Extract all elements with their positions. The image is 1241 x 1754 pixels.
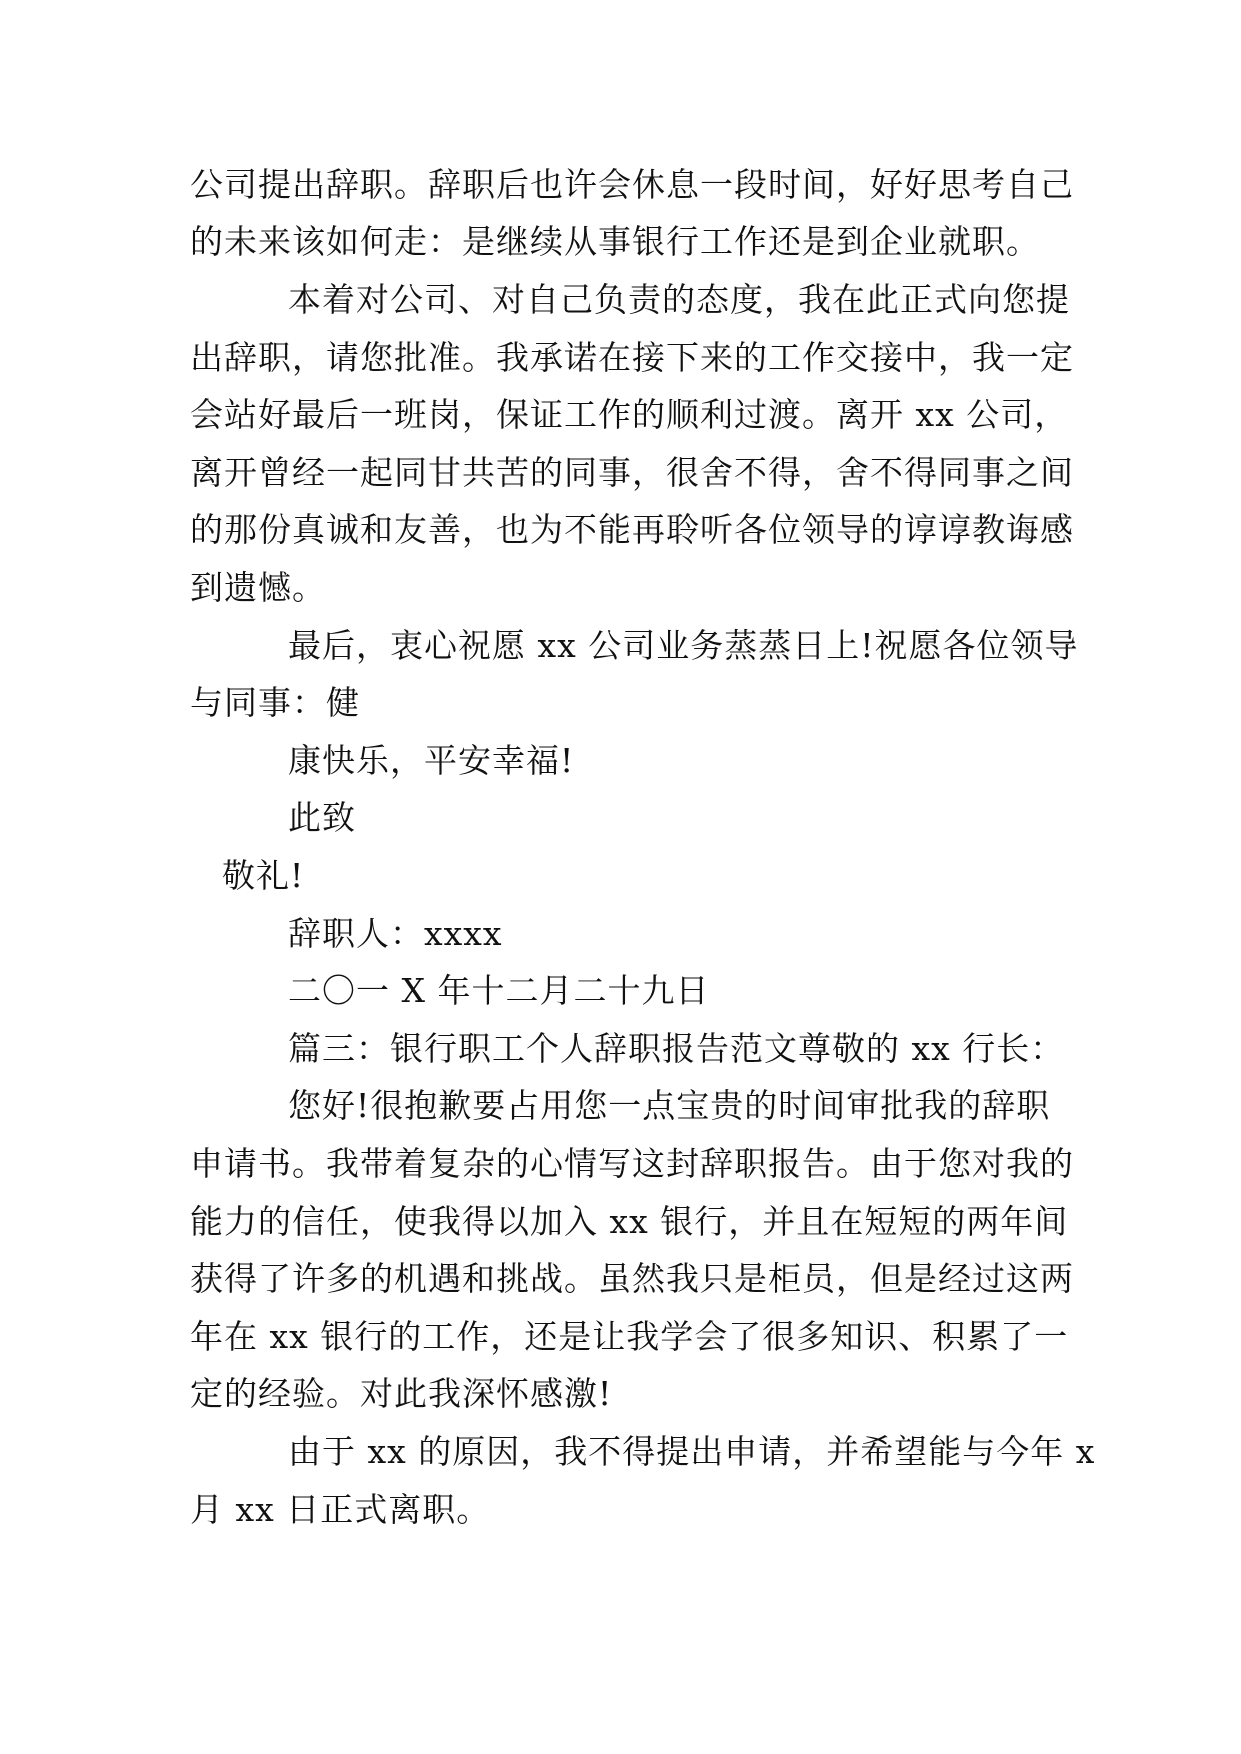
closing-salute: 敬礼! (222, 856, 305, 895)
section-heading: 篇三：银行职工个人辞职报告范文尊敬的 xx 行长： (288, 1029, 1065, 1068)
paragraph-line: 与同事：健 (190, 683, 360, 722)
paragraph-line: 能力的信任，使我得以加入 xx 银行，并且在短短的两年间 (190, 1202, 1069, 1241)
paragraph-line: 的未来该如何走：是继续从事银行工作还是到企业就职。 (190, 222, 1040, 261)
paragraph-line: 最后，衷心祝愿 xx 公司业务蒸蒸日上!祝愿各位领导 (288, 626, 1079, 665)
paragraph-line: 获得了许多的机遇和挑战。虽然我只是柜员，但是经过这两 (190, 1259, 1074, 1298)
paragraph-line: 由于 xx 的原因，我不得提出申请，并希望能与今年 x (288, 1432, 1096, 1471)
paragraph-line: 您好!很抱歉要占用您一点宝贵的时间审批我的辞职 (288, 1086, 1051, 1125)
paragraph-line: 到遗憾。 (190, 568, 326, 607)
paragraph-line: 定的经验。对此我深怀感激! (190, 1374, 613, 1413)
signature-line: 辞职人：xxxx (288, 914, 503, 953)
paragraph-line: 本着对公司、对自己负责的态度，我在此正式向您提 (288, 280, 1070, 319)
paragraph-line: 年在 xx 银行的工作，还是让我学会了很多知识、积累了一 (190, 1317, 1069, 1356)
date-line: 二〇一 X 年十二月二十九日 (288, 971, 710, 1010)
paragraph-line: 申请书。我带着复杂的心情写这封辞职报告。由于您对我的 (190, 1144, 1074, 1183)
paragraph-line: 月 xx 日正式离职。 (190, 1490, 491, 1529)
paragraph-line: 出辞职，请您批准。我承诺在接下来的工作交接中，我一定 (190, 338, 1074, 377)
paragraph-line: 会站好最后一班岗，保证工作的顺利过渡。离开 xx 公司， (190, 395, 1069, 434)
paragraph-line: 的那份真诚和友善，也为不能再聆听各位领导的谆谆教诲感 (190, 510, 1074, 549)
paragraph-line: 公司提出辞职。辞职后也许会休息一段时间，好好思考自己 (190, 165, 1074, 204)
closing-line: 此致 (288, 798, 356, 837)
paragraph-line: 离开曾经一起同甘共苦的同事，很舍不得，舍不得同事之间 (190, 453, 1074, 492)
paragraph-line: 康快乐，平安幸福! (288, 741, 575, 780)
